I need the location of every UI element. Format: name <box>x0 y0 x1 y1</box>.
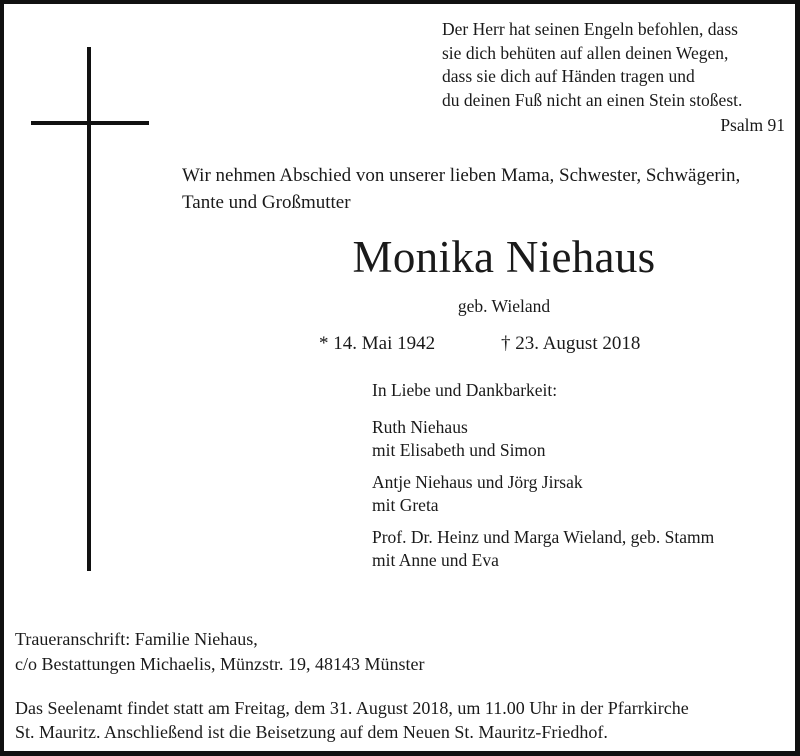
mourner-line: mit Anne und Eva <box>372 550 499 570</box>
psalm-line: du deinen Fuß nicht an einen Stein stoßest. <box>442 89 743 110</box>
maiden-name: geb. Wieland <box>457 296 551 316</box>
service-line: Das Seelenamt findet statt am Freitag, dem 31. August 2018, um 11.00 Uhr in der Pfarrkirche <box>15 698 689 718</box>
psalm-line: sie dich behüten auf allen deinen Wegen, <box>442 42 729 63</box>
mourner-line: Antje Niehaus und Jörg Jirsak <box>372 471 583 492</box>
requiem-service-info <box>15 697 689 744</box>
mourner-line: Prof. Dr. Heinz und Marga Wieland, geb. Stamm <box>372 526 715 547</box>
mourner-line: mit Elisabeth und Simon <box>372 440 546 460</box>
farewell-intro <box>182 162 792 216</box>
psalm-line: Der Herr hat seinen Engeln befohlen, dass <box>442 19 738 39</box>
mourners-heading: In Liebe und Dankbarkeit: <box>372 380 558 400</box>
birth-date: * 14. Mai 1942 <box>319 333 436 354</box>
address-line: c/o Bestattungen Michaelis, Münzstr. 19, 48143 Münster <box>15 654 425 674</box>
deceased-name: Monika Niehaus <box>352 232 656 282</box>
service-line: St. Mauritz. Anschließend ist die Beisetzung auf dem Neuen St. Mauritz-Friedhof. <box>15 721 608 742</box>
psalm-reference: Psalm 91 <box>720 115 785 135</box>
mourning-address <box>15 627 424 677</box>
death-date: † 23. August 2018 <box>501 333 641 354</box>
mourner-line: Ruth Niehaus <box>372 416 468 437</box>
mourner-line: mit Greta <box>372 495 439 515</box>
cross-horizontal-bar <box>31 121 149 125</box>
intro-line: Wir nehmen Abschied von unserer lieben Mama, Schwester, Schwägerin, <box>182 165 741 186</box>
mourner-group <box>372 526 792 573</box>
mourners-list <box>372 379 792 581</box>
psalm-line: dass sie dich auf Händen tragen und <box>442 66 695 86</box>
mourner-group <box>372 416 792 463</box>
address-line: Traueranschrift: Familie Niehaus, <box>15 629 258 649</box>
mourner-group <box>372 471 792 518</box>
intro-line: Tante und Großmutter <box>182 192 351 213</box>
cross-vertical-bar <box>87 47 91 571</box>
psalm-quote <box>442 18 787 138</box>
